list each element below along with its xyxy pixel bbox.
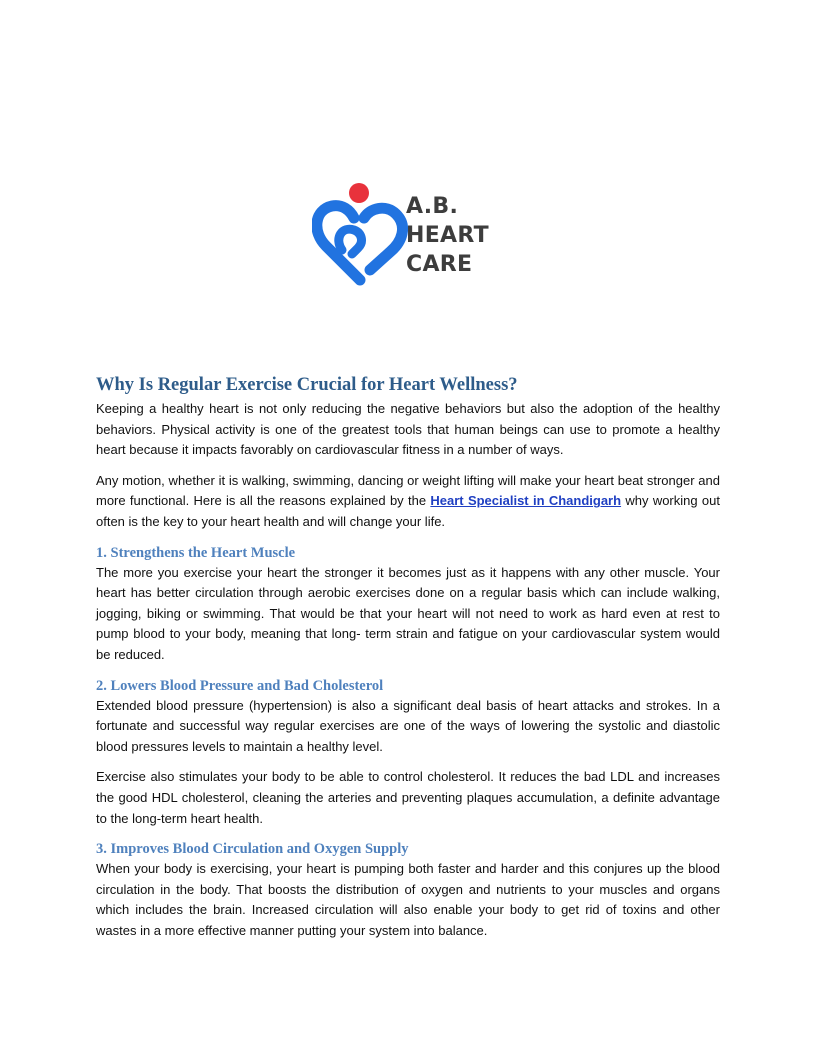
section-1-heading: 1. Strengthens the Heart Muscle xyxy=(96,544,296,561)
ab-heart-care-logo xyxy=(312,180,508,288)
intro-paragraph: Keeping a healthy heart is not only reducing the negative behaviors but also the adoption of the healthy behaviors. Physical activity is one of the greatest tools that human beings can use to promote a healthy heart because it impacts favorably on cardiovascular fitness in a number of ways. xyxy=(96,401,720,458)
article-body xyxy=(96,373,720,941)
logo-line-3: CARE xyxy=(406,252,473,277)
section-1-paragraph: The more you exercise your heart the stronger it becomes just as it happens with any other muscle. Your heart has better circulation through aerobic exercises done on a regular basis which can include walking, jogging, biking or swimming. That would be that your heart will not need to work as hard even at rest to pump blood to your body, meaning that long- term strain and fatigue on your cardiovascular system would be reduced. xyxy=(96,564,720,662)
section-3-paragraph: When your body is exercising, your heart is pumping both faster and harder and this conjures up the blood circulation in the body. That boosts the distribution of oxygen and nutrients to your muscles and organs which includes the brain. Increased circulation will also enable your body to get rid of toxins and other wastes in a more effective manner putting your system into balance. xyxy=(96,861,720,938)
motion-paragraph xyxy=(96,471,720,533)
section-3-heading: 3. Improves Blood Circulation and Oxygen Supply xyxy=(96,841,409,858)
section-2-heading: 2. Lowers Blood Pressure and Bad Cholesterol xyxy=(96,677,384,694)
logo-line-1: A.B. xyxy=(406,194,459,219)
motion-text-start: Any motion, whether it is walking, swimming, dancing or weight lifting will make your heart beat stronger and more functional. Here is all the reasons explained by the xyxy=(96,472,720,509)
article-title: Why Is Regular Exercise Crucial for Heart Wellness? xyxy=(96,375,518,395)
logo-wordmark xyxy=(406,192,516,279)
section-2-paragraph-2: Exercise also stimulates your body to be able to control cholesterol. It reduces the bad LDL and increases the good HDL cholesterol, cleaning the arteries and preventing plaques accumulation, a definite advantage to the long-term heart health. xyxy=(96,769,720,826)
heart-logo-icon xyxy=(312,180,412,288)
logo-line-2: HEART xyxy=(406,223,489,248)
heart-specialist-link[interactable]: Heart Specialist in Chandigarh xyxy=(430,493,622,509)
motion-text-end: why working out often is the key to your heart health and will change your life. xyxy=(96,493,720,529)
section-2-paragraph-1: Extended blood pressure (hypertension) is also a significant deal basis of heart attacks and strokes. In a fortunate and successful way regular exercises are one of the ways of lowering the systolic and diastolic blood pressures levels to maintain a healthy level. xyxy=(96,697,720,754)
